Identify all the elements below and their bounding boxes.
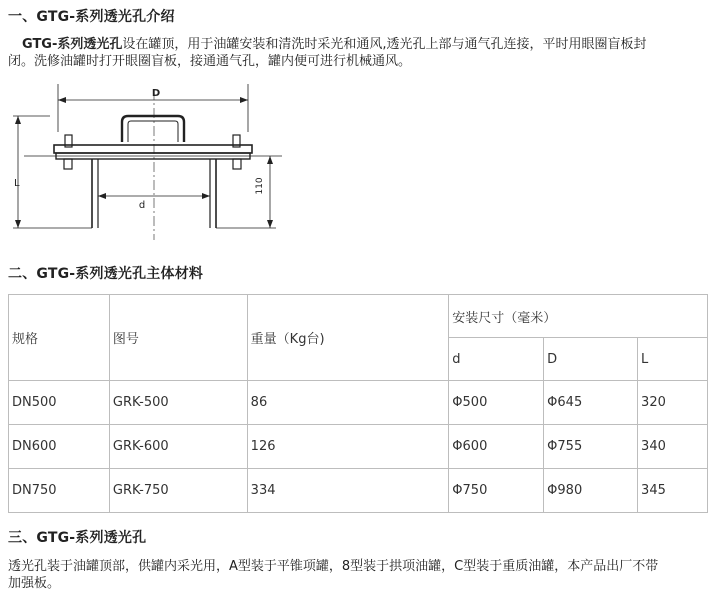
spec-table <box>8 294 708 513</box>
skylight-diagram <box>10 82 290 242</box>
cell-d: Φ500 <box>449 381 544 425</box>
cell-drawing-no: GRK-600 <box>109 425 247 469</box>
dimension-110-label: 110 <box>255 177 265 195</box>
header-drawing-no: 图号 <box>109 295 247 381</box>
header-weight: 重量（Kg台) <box>247 295 449 381</box>
section-3-paragraph-line-1: 透光孔装于油罐顶部，供罐内采光用，A型装于平锥项罐，8型装于拱项油罐，C型装于重质油罐，本产品出厂不带 <box>8 559 659 574</box>
header-L: L <box>638 338 708 381</box>
cell-L: 345 <box>638 469 708 513</box>
section-3-title: 三、GTG-系列透光孔 <box>8 530 147 546</box>
cell-drawing-no: GRK-500 <box>109 381 247 425</box>
header-spec: 规格 <box>9 295 110 381</box>
table-header-row <box>9 295 708 338</box>
header-D: D <box>544 338 638 381</box>
cell-weight: 334 <box>247 469 449 513</box>
cell-weight: 126 <box>247 425 449 469</box>
section-2-title: 二、GTG-系列透光孔主体材料 <box>8 266 204 282</box>
cell-spec: DN750 <box>9 469 110 513</box>
cell-D: Φ980 <box>544 469 638 513</box>
cell-L: 320 <box>638 381 708 425</box>
table-row <box>9 381 708 425</box>
dimension-d-label: d <box>138 200 146 211</box>
product-name: GTG-系列透光孔 <box>22 37 123 52</box>
cell-spec: DN600 <box>9 425 110 469</box>
cell-drawing-no: GRK-750 <box>109 469 247 513</box>
table-row <box>9 469 708 513</box>
section-1-title: 一、GTG-系列透光孔介绍 <box>8 9 175 25</box>
cell-d: Φ600 <box>449 425 544 469</box>
header-d: d <box>449 338 544 381</box>
table-row <box>9 425 708 469</box>
dimension-D-label: D <box>151 88 161 99</box>
cell-weight: 86 <box>247 381 449 425</box>
cell-D: Φ645 <box>544 381 638 425</box>
section-1-paragraph-line-2: 闭。洗修油罐时打开眼圈盲板，接通通气孔，罐内便可进行机械通风。 <box>8 54 412 69</box>
dimension-L-label: L <box>14 178 20 189</box>
section-1-paragraph-line-1 <box>22 36 647 54</box>
cell-D: Φ755 <box>544 425 638 469</box>
section-3-paragraph-line-2: 加强板。 <box>8 576 61 591</box>
cell-spec: DN500 <box>9 381 110 425</box>
section-1-text: 设在罐顶，用于油罐安装和清洗时采光和通风,透光孔上部与通气孔连接，平时用眼圈盲板封 <box>122 37 647 52</box>
cell-L: 340 <box>638 425 708 469</box>
cell-d: Φ750 <box>449 469 544 513</box>
header-install-size: 安装尺寸（毫米） <box>449 295 708 338</box>
